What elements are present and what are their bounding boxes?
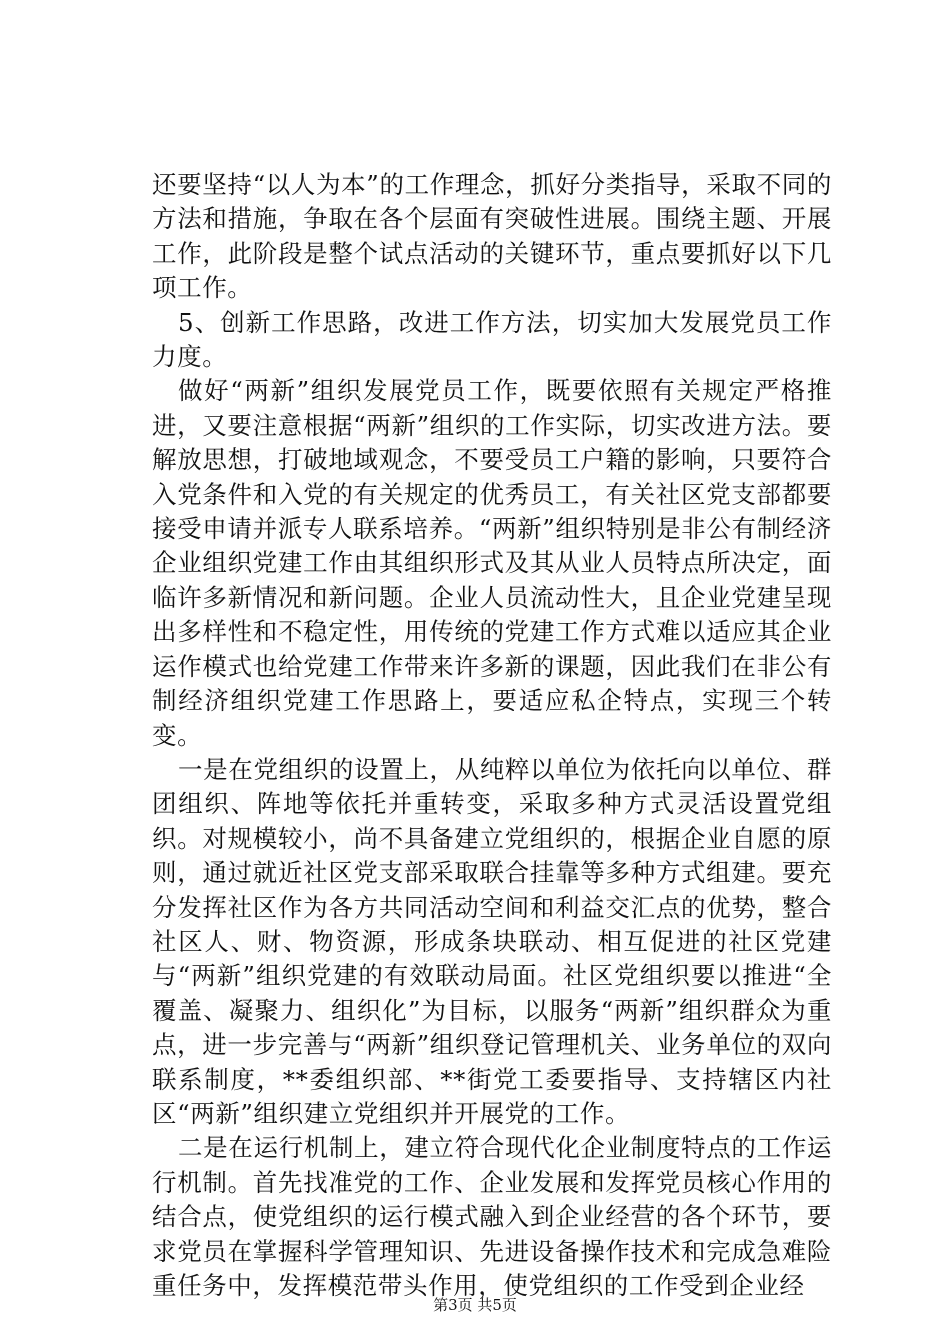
paragraph-first-transformation: 一是在党组织的设置上，从纯粹以单位为依托向以单位、群团组织、阵地等依托并重转变，采取多种方式灵活设置党组织。对规模较小，尚不具备建立党组织的，根据企业自愿的原则，通过就近社区党支部采取联合挂靠等多种方式组建。要充分发挥社区作为各方共同活动空间和利益交汇点的优势，整合社区人、财、物资源，形成条块联动、相互促进的社区党建与“两新”组织党建的有效联动局面。社区党组织要以推进“全覆盖、凝聚力、组织化”为目标，以服务“两新”组织群众为重点，进一步完善与“两新”组织登记管理机关、业务单位的双向联系制度，**委组织部、**街党工委要指导、支持辖区内社区“两新”组织建立党组织并开展党的工作。 — [152, 754, 832, 1128]
paragraph-second-transformation: 二是在运行机制上，建立符合现代化企业制度特点的工作运行机制。首先找准党的工作、企业发展和发挥党员核心作用的结合点，使党组织的运行模式融入到企业经营的各个环节，要求党员在掌握科学管理知识、先进设备操作技术和完成急难险重任务中，发挥模范带头作用，使党组织的工作受到企业经 — [152, 1133, 832, 1300]
document-body — [152, 168, 832, 1303]
page-number-footer: 第3页 共5页 — [433, 1296, 517, 1314]
paragraph-continuation: 还要坚持“以人为本”的工作理念，抓好分类指导，采取不同的方法和措施，争取在各个层面有突破性进展。围绕主题、开展工作，此阶段是整个试点活动的关键环节，重点要抓好以下几项工作。 — [152, 170, 832, 303]
paragraph-two-new-organizations: 做好“两新”组织发展党员工作，既要依照有关规定严格推进，又要注意根据“两新”组织的工作实际，切实改进方法。要解放思想，打破地域观念，不要受员工户籍的影响，只要符合入党条件和入党的有关规定的优秀员工，有关社区党支部都要接受申请并派专人联系培养。“两新”组织特别是非公有制经济企业组织党建工作由其组织形式及其从业人员特点所决定，面临许多新情况和新问题。企业人员流动性大，且企业党建呈现出多样性和不稳定性，用传统的党建工作方式难以适应其企业运作模式也给党建工作带来许多新的课题，因此我们在非公有制经济组织党建工作思路上，要适应私企特点，实现三个转变。 — [152, 376, 832, 750]
paragraph-heading-5: 5、创新工作思路，改进工作方法，切实加大发展党员工作力度。 — [152, 307, 832, 372]
